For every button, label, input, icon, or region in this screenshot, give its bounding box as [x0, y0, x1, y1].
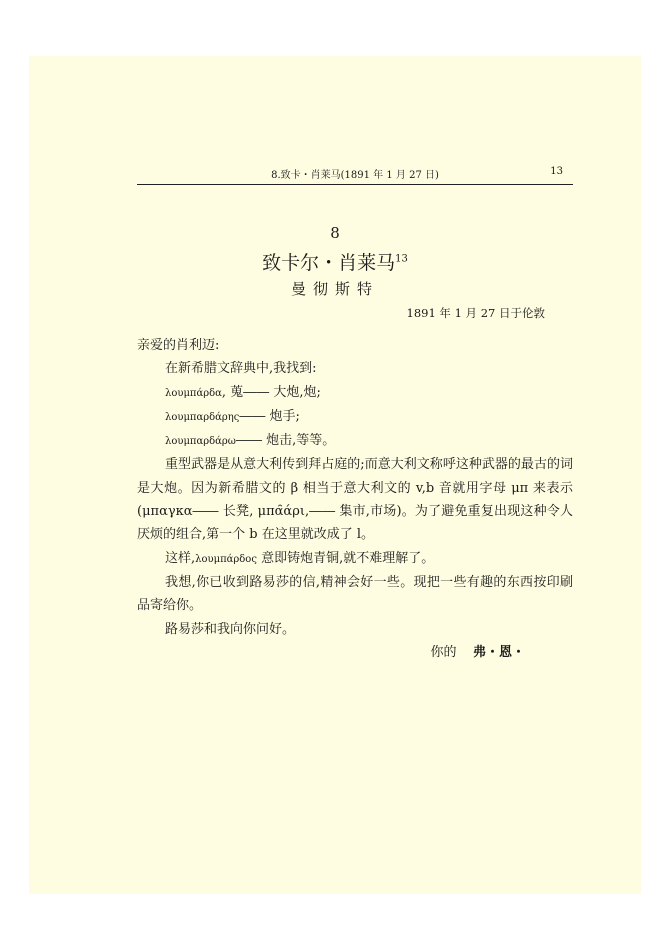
signature-line [137, 641, 573, 664]
letter-place: 曼彻斯特 [290, 280, 379, 298]
letter-body [137, 334, 573, 664]
paragraph-greeting: 路易莎和我向你问好。 [165, 621, 296, 637]
letter-title [29, 248, 641, 275]
running-head-title: 8.致卡・肖莱马(1891 年 1 月 27 日) [271, 170, 439, 181]
paragraph-bronze [137, 547, 573, 571]
entry-gloss: , 蒐―― 大炮,炮; [221, 384, 321, 400]
letter-number: 8 [330, 224, 340, 242]
running-head [137, 164, 573, 185]
footnote-ref[interactable]: 13 [395, 253, 408, 265]
entry-gloss: ―― 炮手; [239, 408, 300, 424]
greek-word: λουμπάρδα [165, 387, 222, 399]
greek-word: λουμπαρδάρω [165, 436, 236, 448]
intro-line: 在新希腊文辞典中,我找到: [165, 361, 317, 377]
closing: 你的 [430, 644, 457, 660]
dictionary-entry [137, 405, 573, 429]
greek-word: λουμπάρδος [195, 553, 257, 565]
paragraph-bronze-end: 意即铸炮青铜,就不难理解了。 [256, 550, 435, 566]
entry-gloss: ―― 炮击,等等。 [235, 433, 336, 449]
dateline: 1891 年 1 月 27 日于伦敦 [406, 306, 545, 320]
page-number: 13 [550, 166, 563, 177]
letter-title-text: 致卡尔・肖莱马 [262, 252, 396, 274]
greek-word: λουμπαρδάρης [165, 411, 240, 423]
dictionary-entry [137, 381, 573, 405]
paragraph-letter: 我想,你已收到路易莎的信,精神会好一些。现把一些有趣的东西按印刷品寄给你。 [137, 574, 573, 614]
book-page [29, 56, 641, 894]
signature: 弗・恩・ [472, 644, 525, 660]
dictionary-entry [137, 429, 573, 453]
paragraph-weapons: 重型武器是从意大利传到拜占庭的;而意大利文称呼这种武器的最古的词是大炮。因为新希腊文的 β 相当于意大利文的 v,b 音就用字母 μπ 来表示 (μπαγκα―― 长凳, μπα̑άρι,―― 集市,市场)。为了避免重复出现这种令人厌烦的组合,第一个 b 在这里就改成了 l。 [137, 457, 573, 543]
salutation: 亲爱的肖利迈: [137, 338, 220, 353]
paragraph-bronze-start: 这样, [165, 550, 196, 566]
